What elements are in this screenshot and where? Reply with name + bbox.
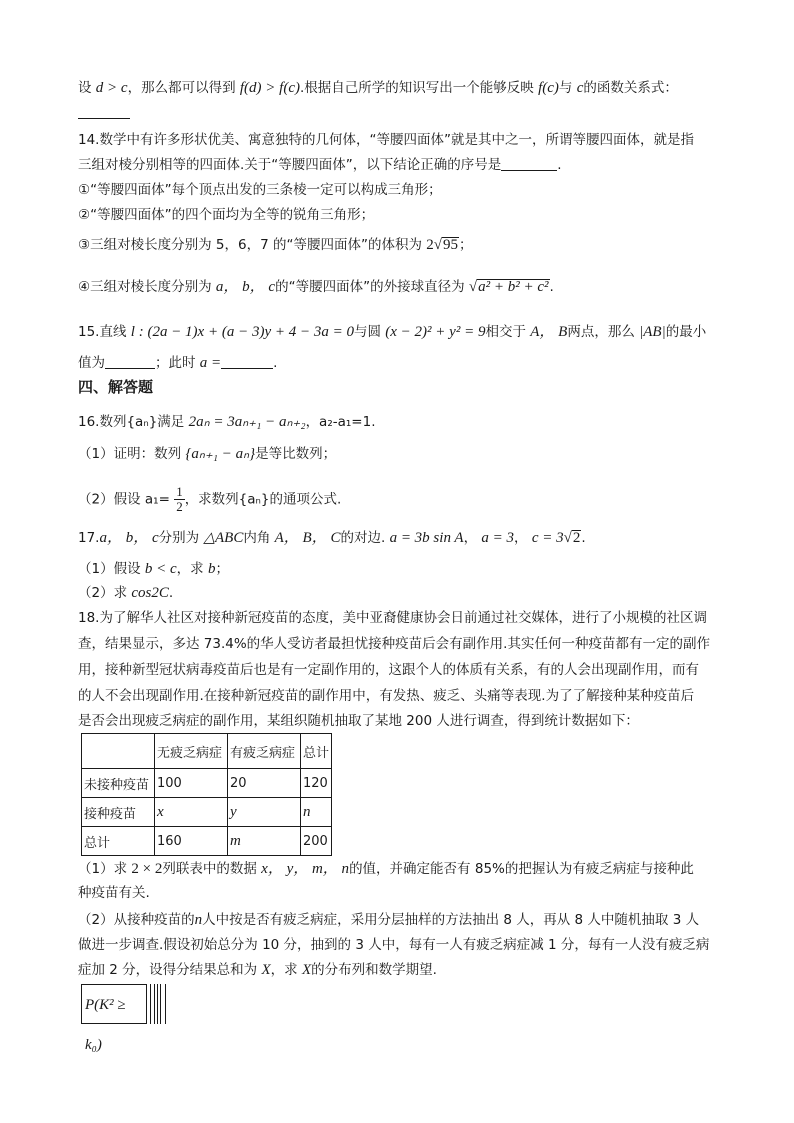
table-header-cell: 总计	[301, 734, 332, 769]
p16-start: 16.数列{aₙ}满足	[78, 414, 185, 430]
p17-cond3: c = 3	[531, 530, 564, 546]
critical-value-table-columns	[150, 984, 166, 1024]
p15-ab: |AB|	[639, 324, 666, 340]
p17-radical-sign: √	[563, 530, 572, 546]
p17-cond3-radicand: 2	[572, 530, 581, 546]
p17-q2-expr: cos2C	[131, 585, 169, 601]
p17-q1-c: ；	[215, 561, 229, 577]
table-cell: 总计	[82, 827, 155, 856]
p17-q2-end: .	[168, 585, 174, 601]
p18-q1-b: 列联表中的数据	[162, 861, 257, 877]
p17-q1	[78, 559, 229, 579]
table-cell: 20	[228, 769, 301, 798]
p18-q2-line2: 做进一步调查.假设初始总分为 10 分，抽到的 3 人中，每有一人有疲乏病症减 1 分，每有一人没有疲乏病	[78, 937, 710, 953]
p14-line2-end: .	[557, 157, 562, 173]
p16-q2-b: ，求数列{aₙ}的通项公式.	[184, 491, 342, 508]
p13-d-gt-c: d > c	[95, 80, 128, 96]
p15-a-eq: a =	[199, 355, 222, 371]
p13-answer-blank-row	[78, 103, 130, 123]
p18-line: 用，接种新型冠状病毒疫苗后也是有一定副作用的，这跟个人的体质有关系，有的人会出现副作用，而有	[78, 662, 699, 678]
p18-q1	[78, 859, 694, 879]
p17-line1	[78, 528, 586, 548]
p17-cond1: a = 3b sin A	[389, 530, 464, 546]
p16-end: ，a₂-a₁=1.	[305, 414, 376, 430]
p14-item4	[78, 277, 554, 297]
p13-text-d: 与	[558, 80, 573, 96]
p18-q1-vars: x， y， m， n	[261, 861, 350, 877]
contingency-table	[81, 733, 332, 856]
p14-item1: ①“等腰四面体”每个顶点出发的三条棱一定可以构成三角形；	[78, 182, 442, 198]
p15-blank-min[interactable]	[105, 354, 155, 369]
p18-q2-line3-c: 的分布列和数学期望.	[311, 962, 437, 978]
table-divider	[160, 984, 161, 1024]
p18-q1-expr: 2 × 2	[131, 861, 163, 877]
table-header-cell: 无疲乏病症	[155, 734, 228, 769]
p15-line2-end: .	[273, 355, 278, 371]
p13-fd-gt-fc: f(d) > f(c)	[239, 80, 300, 96]
table-cell: 160	[155, 827, 228, 856]
p14-item3-end: ；	[458, 237, 473, 253]
p18-q2-line3	[78, 960, 437, 980]
table-cell: 100	[155, 769, 228, 798]
p17-q1-b-var: b	[207, 561, 216, 577]
table-header-row	[82, 734, 332, 769]
p14-item4-text: ④三组对棱长度分别为	[78, 279, 212, 295]
p13-text-e: 的函数关系式：	[583, 80, 678, 96]
p14-item4-mid: 的“等腰四面体”的外接球直径为	[275, 279, 465, 295]
p15-circle-eq: (x − 2)² + y² = 9	[385, 324, 486, 340]
p14-answer-blank[interactable]	[501, 156, 557, 171]
p18-line: 的人不会出现副作用.在接种新冠疫苗的副作用中，有发热、疲乏、头痛等表现.为了了解接种某种疫苗后	[78, 688, 695, 704]
p16-q2	[78, 485, 341, 514]
p15-mid: 与圆	[353, 324, 381, 340]
p17-mid: 分别为	[158, 530, 200, 546]
p14-item3	[78, 235, 472, 255]
p14-item3-radical-sign: √	[433, 237, 442, 253]
table-cell: n	[301, 798, 332, 827]
p14-line2-text: 三组对棱分别相等的四面体.关于“等腰四面体”，以下结论正确的序号是	[78, 157, 502, 173]
p18-q1-a: （1）求	[78, 861, 128, 877]
p18-q2-n: n	[194, 912, 203, 928]
p13-text-b: ，那么都可以得到	[127, 80, 236, 96]
p14-item4-radicand: a² + b² + c²	[478, 279, 549, 295]
p14-item4-vars: a， b， c	[215, 279, 276, 295]
p14-item4-radical-sign: √	[468, 279, 478, 295]
p18-q2-X: X	[261, 962, 271, 978]
p18-q2-line3-b: ，求	[270, 962, 298, 978]
table-row	[82, 798, 332, 827]
p15-min: 的最小	[665, 324, 707, 340]
p15-two-points: 两点，那么	[567, 324, 635, 340]
p15-start: 15.直线	[78, 324, 127, 340]
p15-line1	[78, 322, 706, 342]
p17-q1-cond: b < c	[144, 561, 177, 577]
p13-c: c	[576, 80, 584, 96]
p14-line2	[78, 155, 562, 175]
p17-q1-b: ，求	[176, 561, 204, 577]
critical-value-table-label	[81, 984, 147, 1053]
section-title: 四、解答题	[78, 378, 154, 396]
p15-line2-a: 值为	[78, 355, 105, 371]
p18-line: 是否会出现疲乏病症的副作用，某组织随机抽取了某地 200 人进行调查，得到统计数据如下：	[78, 713, 639, 729]
p16-q1-formula: {aₙ₊₁ − aₙ}	[185, 446, 256, 462]
table-cell: m	[228, 827, 301, 856]
table-cell: y	[228, 798, 301, 827]
p13-line1	[78, 78, 678, 98]
table-row	[82, 827, 332, 856]
table-row	[82, 769, 332, 798]
p14-item2: ②“等腰四面体”的四个面均为全等的锐角三角形；	[78, 207, 375, 223]
p17-comma2: ，	[514, 530, 528, 546]
table-cell: x	[155, 798, 228, 827]
p17-opp: 的对边.	[340, 530, 386, 546]
p16-q1-b: 是等比数列；	[255, 446, 337, 462]
p13-text-c: .根据自己所学的知识写出一个能够反映	[299, 80, 534, 96]
p17-end: .	[581, 530, 586, 546]
p17-vars: a， b， c	[99, 530, 159, 546]
table-header-cell: 有疲乏病症	[228, 734, 301, 769]
p16-q2-denominator: 2	[176, 499, 183, 514]
p17-q2-a: （2）求	[78, 585, 128, 601]
p18-q2-line3-a: 症加 2 分，设得分结果总和为	[78, 962, 258, 978]
p13-fc: f(c)	[538, 80, 559, 96]
p13-answer-blank[interactable]	[78, 104, 130, 119]
p18-q1-line2: 种疫苗有关.	[78, 885, 150, 901]
p18-q1-c: 的值，并确定能否有 85%的把握认为有疲乏病症与接种此	[349, 861, 694, 877]
p16-q1-a: （1）证明：数列	[78, 446, 182, 462]
table-cell: 120	[301, 769, 332, 798]
p17-q2	[78, 583, 173, 603]
p17-comma1: ，	[463, 530, 478, 546]
p13-text-a: 设	[78, 80, 92, 96]
p16-line1	[78, 412, 376, 432]
p17-start: 17.	[78, 530, 100, 546]
p14-item3-radicand: 95	[442, 237, 458, 253]
p15-points: A， B	[530, 324, 568, 340]
p18-q2-X2: X	[301, 962, 312, 978]
table-cell: 200	[301, 827, 332, 856]
p18-line: 查，结果显示，多达 73.4%的华人受访者最担忧接种疫苗后会有副作用.其实任何一种疫苗都有一定的副作	[78, 636, 710, 652]
p16-q2-fraction	[174, 485, 185, 514]
p17-q1-a: （1）假设	[78, 561, 141, 577]
p15-line2	[78, 353, 277, 373]
p16-formula: 2aₙ = 3aₙ₊₁ − aₙ₊₂	[188, 414, 306, 430]
table-divider	[157, 984, 158, 1024]
table-cell: 接种疫苗	[82, 798, 155, 827]
table-divider	[154, 984, 155, 1024]
p15-intersect: 相交于	[485, 324, 526, 340]
p14-item4-end: .	[549, 279, 554, 295]
p15-blank-a[interactable]	[221, 354, 273, 369]
p18-q2	[78, 910, 699, 930]
p14-item3-text: ③三组对棱长度分别为 5，6，7 的“等腰四面体”的体积为	[78, 237, 422, 253]
p16-q1	[78, 444, 336, 464]
p18-line: 18.为了解华人社区对接种新冠疫苗的态度，美中亚裔健康协会日前通过社交媒体，进行了小规模的社区调	[78, 610, 707, 626]
p16-q2-numerator: 1	[176, 484, 183, 499]
p15-line-eq: l : (2a − 1)x + (a − 3)y + 4 − 3a = 0	[130, 324, 354, 340]
p17-angles: A， B， C	[274, 530, 341, 546]
p15-line2-b: ；此时	[155, 355, 196, 371]
p17-inner: 内角	[243, 530, 271, 546]
p14-line1: 14.数学中有许多形状优美、寓意独特的几何体，“等腰四面体”就是其中之一，所谓等腰四面体，就是指	[78, 132, 694, 148]
p14-item3-coef: 2	[426, 237, 434, 253]
table-cell: 未接种疫苗	[82, 769, 155, 798]
p18-q2-a: （2）从接种疫苗的	[78, 912, 195, 928]
critical-value-label: P(K² ≥ k₀)	[85, 997, 126, 1053]
p17-triangle: △ABC	[203, 530, 244, 546]
table-header-cell	[82, 734, 155, 769]
p18-q2-b: 人中按是否有疲乏病症，采用分层抽样的方法抽出 8 人，再从 8 人中随机抽取 3 人	[202, 912, 700, 928]
p16-q2-a: （2）假设 a₁=	[78, 491, 170, 508]
p17-cond2: a = 3	[481, 530, 515, 546]
